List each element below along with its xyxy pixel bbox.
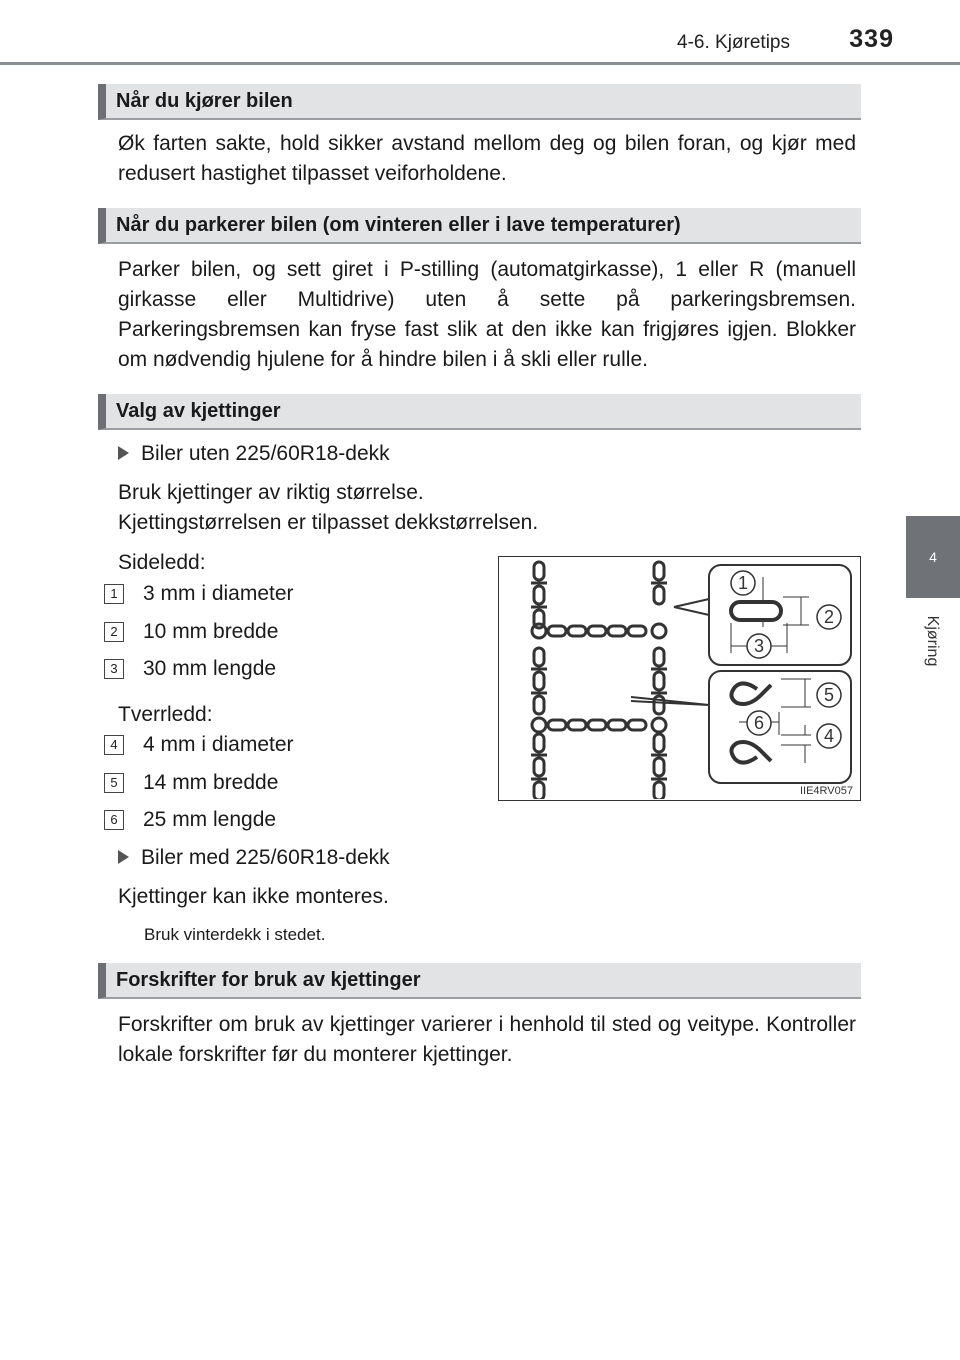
side-links-label: Sideledd: (118, 551, 206, 574)
number-box: 5 (104, 773, 124, 793)
section-heading-parking (98, 208, 861, 244)
section-heading-text: Når du parkerer bilen (om vinteren eller i lave temperaturer) (116, 214, 681, 236)
chapter-tab-number: 4 (929, 549, 937, 565)
left-side-chain (531, 562, 547, 799)
chapter-tab-label-text: Kjøring (924, 615, 941, 667)
chains-note: Bruk vinterdekk i stedet. (144, 925, 326, 944)
cross-link-item (104, 730, 294, 760)
callout-4-label: 4 (823, 726, 835, 746)
section-heading-text: Valg av kjettinger (116, 400, 281, 422)
item-text: 3 mm i diameter (143, 582, 294, 605)
number-box: 3 (104, 659, 124, 679)
chain-dimensions-figure (498, 556, 861, 801)
number-box: 1 (104, 584, 124, 604)
cross-link-detail (709, 671, 851, 783)
section-heading-text: Når du kjører bilen (116, 90, 293, 112)
cross-link-item (104, 768, 278, 798)
number-box: 4 (104, 735, 124, 755)
triangle-bullet-icon (118, 850, 129, 864)
bullet-text: Biler uten 225/60R18-dekk (141, 442, 390, 465)
paragraph-regulations: Forskrifter om bruk av kjettinger varierer i henhold til sted og veitype. Kontroller lokale forskrifter før du monterer kjettinger. (118, 1013, 856, 1066)
chains-line-2: Kjettingstørrelsen er tilpasset dekkstørrelsen. (118, 511, 539, 534)
section-heading-regulations (98, 963, 861, 999)
chapter-tab-label (904, 606, 960, 676)
number-box: 2 (104, 622, 124, 642)
section-heading-text: Forskrifter for bruk av kjettinger (116, 969, 421, 991)
section-heading-driving (98, 84, 861, 120)
item-text: 10 mm bredde (143, 620, 279, 643)
item-text: 30 mm lengde (143, 657, 277, 680)
cross-link-item (104, 805, 276, 835)
lower-cross-chain (532, 718, 666, 732)
bullet-with-tire (118, 843, 390, 873)
callout-6-label: 6 (753, 713, 765, 733)
side-link-item (104, 617, 278, 647)
cross-links-label: Tverrledd: (118, 703, 213, 726)
item-text: 14 mm bredde (143, 771, 279, 794)
upper-cross-chain (532, 624, 666, 638)
section-heading-chains (98, 394, 861, 430)
side-link-item (104, 654, 276, 684)
header-divider (0, 62, 960, 65)
chains-line-1: Bruk kjettinger av riktig størrelse. (118, 481, 424, 504)
chain-illustration (499, 557, 859, 799)
chapter-tab (906, 516, 960, 598)
figure-code: IIE4RV057 (799, 785, 853, 797)
callout-5-label: 5 (823, 685, 835, 705)
item-text: 4 mm i diameter (143, 733, 294, 756)
paragraph-parking: Parker bilen, og sett giret i P-stilling (automatgirkasse), 1 eller R (manuell girkasse eller Multidrive) uten å sette på parkeringsbremsen. Parkeringsbremsen kan fryse fast slik at den ikke kan frigjøres igjen. Blokker om nødvendig hjulene for å hindre bilen i å skli eller rulle. (118, 258, 856, 371)
paragraph-driving: Øk farten sakte, hold sikker avstand mellom deg og bilen foran, og kjør med redusert hastighet tilpasset veiforholdene. (118, 132, 856, 185)
callout-3-label: 3 (753, 636, 765, 656)
bullet-text: Biler med 225/60R18-dekk (141, 846, 390, 869)
triangle-bullet-icon (118, 446, 129, 460)
side-link-item (104, 579, 294, 609)
number-box: 6 (104, 810, 124, 830)
callout-2-label: 2 (823, 607, 835, 627)
chains-line-3: Kjettinger kan ikke monteres. (118, 885, 389, 908)
item-text: 25 mm lengde (143, 808, 277, 831)
side-link-detail (709, 565, 851, 665)
right-side-chain (651, 562, 667, 799)
page-number: 339 (849, 25, 894, 53)
header-section-title: 4-6. Kjøretips (677, 32, 790, 53)
bullet-without-tire (118, 439, 390, 469)
callout-1-label: 1 (737, 573, 749, 593)
